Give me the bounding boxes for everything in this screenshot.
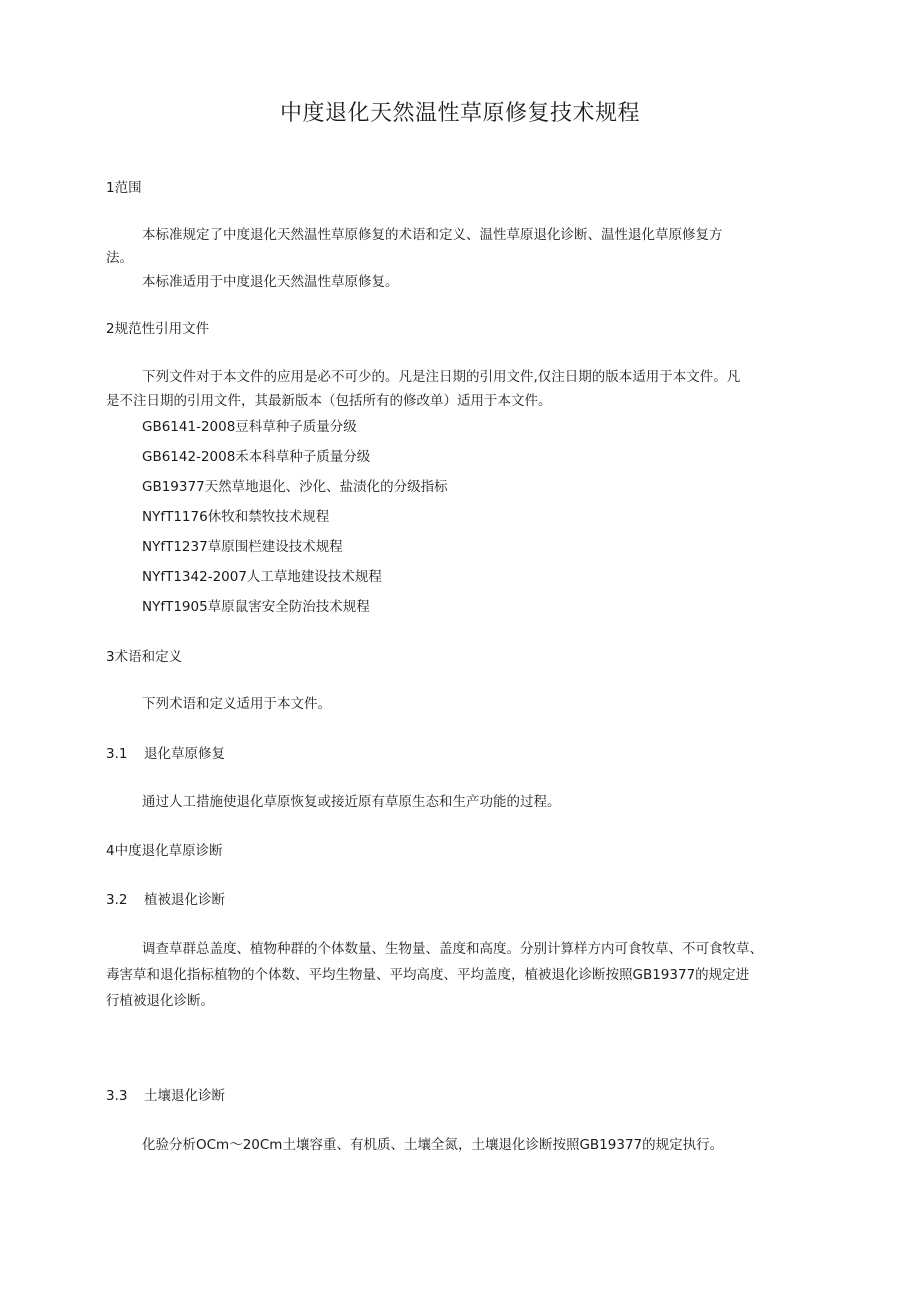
section-1-paragraph-1-line-1: 本标准规定了中度退化天然温性草原修复的术语和定义、温性草原退化诊断、温性退化草原修复方: [142, 227, 723, 243]
subsection-number: 3.3: [106, 1088, 128, 1104]
section-3-heading: 3术语和定义: [106, 649, 183, 665]
section-4-heading: 4中度退化草原诊断: [106, 843, 223, 859]
reference-item: GB6142-2008禾本科草种子质量分级: [142, 449, 371, 465]
reference-item: NYfT1176休牧和禁牧技术规程: [142, 509, 330, 525]
reference-item: GB6141-2008豆科草种子质量分级: [142, 419, 357, 435]
subsection-3-2-line-2: 毒害草和退化指标植物的个体数、平均生物量、平均高度、平均盖度，植被退化诊断按照GB19377的规定进: [106, 967, 750, 983]
document-title: 中度退化天然温性草原修复技术规程: [279, 101, 640, 126]
section-1-paragraph-2: 本标准适用于中度退化天然温性草原修复。: [142, 274, 399, 290]
reference-item: NYfT1237草原围栏建设技术规程: [142, 539, 343, 555]
reference-item: GB19377天然草地退化、沙化、盐渍化的分级指标: [142, 479, 448, 495]
subsection-3-2-heading: [106, 891, 225, 909]
subsection-3-2-line-1: 调查草群总盖度、植物种群的个体数量、生物量、盖度和高度。分别计算样方内可食牧草、不可食牧草、: [142, 941, 763, 957]
reference-item: NYfT1342-2007人工草地建设技术规程: [142, 569, 382, 585]
subsection-3-1-text: 通过人工措施使退化草原恢复或接近原有草原生态和生产功能的过程。: [142, 794, 561, 810]
section-2-heading: 2规范性引用文件: [106, 321, 210, 337]
section-1-paragraph-1-line-2: 法。: [106, 250, 133, 266]
subsection-title: 退化草原修复: [144, 746, 225, 762]
section-3-paragraph: 下列术语和定义适用于本文件。: [142, 696, 331, 712]
subsection-title: 植被退化诊断: [144, 892, 225, 908]
subsection-number: 3.1: [106, 746, 128, 762]
subsection-number: 3.2: [106, 892, 128, 908]
subsection-3-2-line-3: 行植被退化诊断。: [106, 993, 214, 1009]
subsection-3-3-heading: [106, 1087, 225, 1105]
section-2-paragraph-line-2: 是不注日期的引用文件，其最新版本（包括所有的修改单）适用于本文件。: [106, 393, 552, 409]
subsection-3-3-text: 化验分析OCm～20Cm土壤容重、有机质、土壤全氮，土壤退化诊断按照GB19377的规定执行。: [142, 1137, 724, 1153]
section-2-paragraph-line-1: 下列文件对于本文件的应用是必不可少的。凡是注日期的引用文件,仅注日期的版本适用于本文件。凡: [142, 369, 741, 385]
subsection-title: 土壤退化诊断: [144, 1088, 225, 1104]
subsection-3-1-heading: [106, 745, 225, 763]
section-1-heading: 1范围: [106, 180, 142, 196]
reference-item: NYfT1905草原鼠害安全防治技术规程: [142, 599, 370, 615]
